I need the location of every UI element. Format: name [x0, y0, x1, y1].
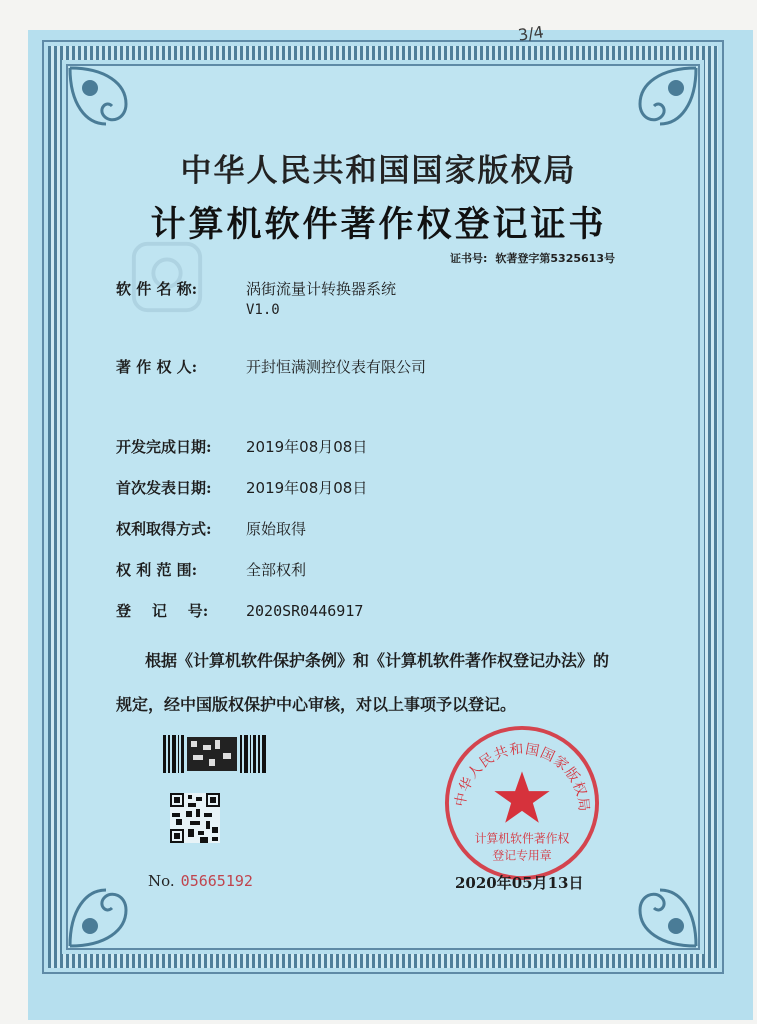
serial-number [148, 872, 253, 890]
row-acquire [116, 518, 306, 539]
scope-label: 权 利 范 围: [116, 561, 198, 579]
row-reg-no [116, 600, 363, 621]
certificate-number-label: 证书号: [450, 252, 488, 265]
owner-label: 著 作 权 人: [116, 358, 198, 376]
acquire-label: 权利取得方式: [116, 520, 212, 538]
issuer-title: 中华人民共和国国家版权局 [180, 153, 577, 189]
row-owner [116, 356, 426, 377]
software-version: V1.0 [246, 302, 280, 318]
publish-date-value: 2019年08月08日 [246, 479, 368, 497]
publish-date-label: 首次发表日期: [116, 479, 212, 497]
software-name-label: 软 件 名 称: [116, 280, 198, 298]
row-software-name [116, 278, 396, 299]
corner-ornament-top-right [620, 64, 700, 144]
dev-date-label: 开发完成日期: [116, 438, 212, 456]
statement-line-2: 规定，经中国版权保护中心审核，对以上事项予以登记。 [116, 695, 517, 714]
row-scope [116, 559, 306, 580]
handwritten-note: 3/4 [516, 22, 545, 45]
watermark-logo [128, 238, 206, 316]
serial-number-label: No. [148, 872, 175, 890]
row-dev-date [116, 436, 367, 457]
certificate-title: 计算机软件著作权登记证书 [150, 204, 607, 245]
statement-line-1: 根据《计算机软件保护条例》和《计算机软件著作权登记办法》的 [145, 651, 610, 670]
row-publish-date [116, 477, 367, 498]
corner-ornament-bottom-right [620, 870, 700, 950]
reg-no-value: 2020SR0446917 [246, 602, 364, 620]
serial-number-value: 05665192 [180, 872, 253, 890]
dev-date-value: 2019年08月08日 [246, 438, 368, 456]
barcode [163, 735, 268, 773]
software-name-value: 涡街流量计转换器系统 [246, 280, 397, 298]
issue-date: 2020年05月13日 [455, 874, 584, 892]
qr-code [170, 793, 220, 843]
scope-value: 全部权利 [246, 561, 307, 579]
certificate-number-value: 软著登字第5325613号 [495, 252, 615, 265]
seal-outer-text: 中华人民共和国国家版权局 [452, 741, 592, 814]
certificate-number [450, 250, 615, 266]
official-seal [443, 724, 601, 882]
corner-ornament-bottom-left [66, 870, 146, 950]
reg-no-label: 登 记 号: [116, 602, 209, 620]
corner-ornament-top-left [66, 64, 146, 144]
seal-inner-text-1: 计算机软件著作权 [474, 831, 570, 846]
seal-inner-text-2: 登记专用章 [492, 848, 552, 863]
owner-value: 开封恒满测控仪表有限公司 [246, 358, 427, 376]
acquire-value: 原始取得 [246, 520, 307, 538]
